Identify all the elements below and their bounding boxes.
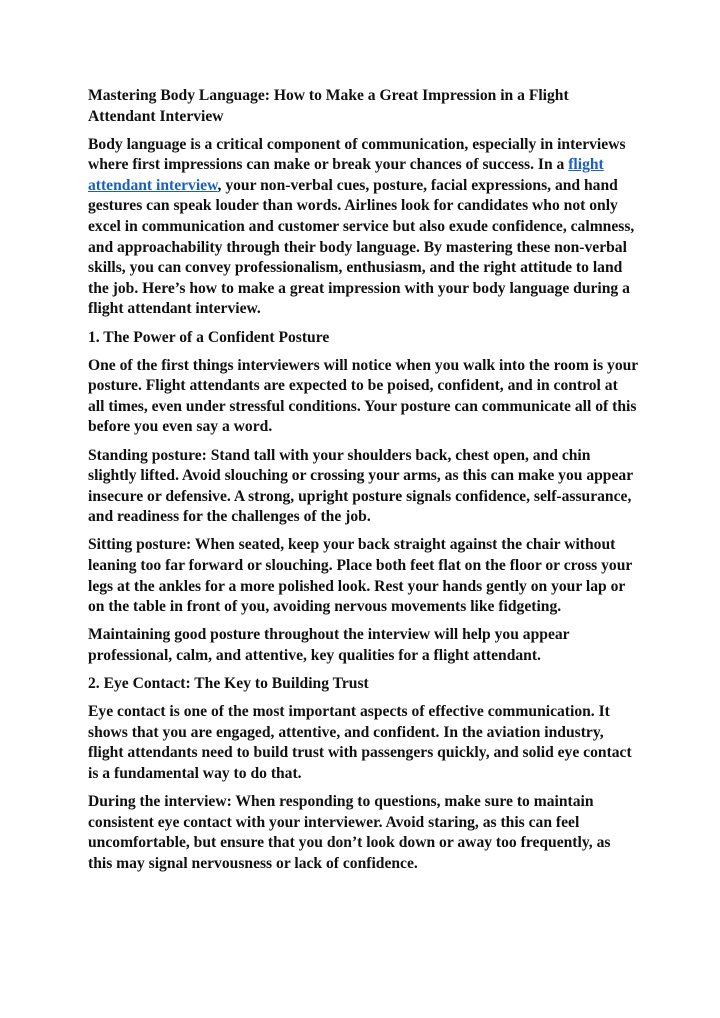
sitting-posture-paragraph: Sitting posture: When seated, keep your back straight against the chair without leaning too far forward or slouching. Place both feet flat on the floor or cross your legs at the ankles for a more polished look. Rest your hands gently on your lap or on the table in front of you, avoiding nervous movements like fidgeting. [88,536,633,616]
document-title: Mastering Body Language: How to Make a Great Impression in a Flight Attendant Interview [88,87,569,125]
posture-summary-paragraph: Maintaining good posture throughout the interview will help you appear professional, calm, and attentive, key qualities for a flight attendant. [88,626,570,664]
eye-contact-paragraph-1: Eye contact is one of the most important aspects of effective communication. It shows that you are engaged, attentive, and confident. In the aviation industry, flight attendants need to build trust with passengers quickly, and solid eye contact is a fundamental way to do that. [88,703,632,782]
document-page [88,86,638,882]
section-heading-posture: 1. The Power of a Confident Posture [88,328,330,346]
intro-text-before-link: Body language is a critical component of communication, especially in interviews where first impressions can make or break your chances of success. In a [88,135,626,174]
intro-text-after-link: , your non-verbal cues, posture, facial expressions, and hand gestures can speak louder than words. Airlines look for candidates who not only excel in communication and customer service but also exude confidence, calmness, and approachability through their body language. By mastering these non-verbal skills, you can convey professionalism, enthusiasm, and the right attitude to land the job. Here’s how to make a great impression with your body language during a flight attendant interview. [88,176,635,318]
eye-contact-interview-paragraph: During the interview: When responding to questions, make sure to maintain consistent eye contact with your interviewer. Avoid staring, as this can feel uncomfortable, but ensure that you don’t look down or away too frequently, as this may signal nervousness or lack of confidence. [88,792,611,872]
section-heading-eye-contact: 2. Eye Contact: The Key to Building Trust [88,674,369,692]
flight-attendant-interview-link[interactable]: flight attendant interview [88,156,604,194]
posture-paragraph-1: One of the first things interviewers will notice when you walk into the room is your posture. Flight attendants are expected to be poised, confident, and in control at all times, even under stressful conditions. Your posture can communicate all of this before you even say a word. [88,356,638,436]
intro-paragraph [88,135,638,320]
standing-posture-paragraph: Standing posture: Stand tall with your shoulders back, chest open, and chin slightly lifted. Avoid slouching or crossing your arms, as this can make you appear insecure or defensive. A strong, upright posture signals confidence, self-assurance, and readiness for the challenges of the job. [88,446,633,526]
